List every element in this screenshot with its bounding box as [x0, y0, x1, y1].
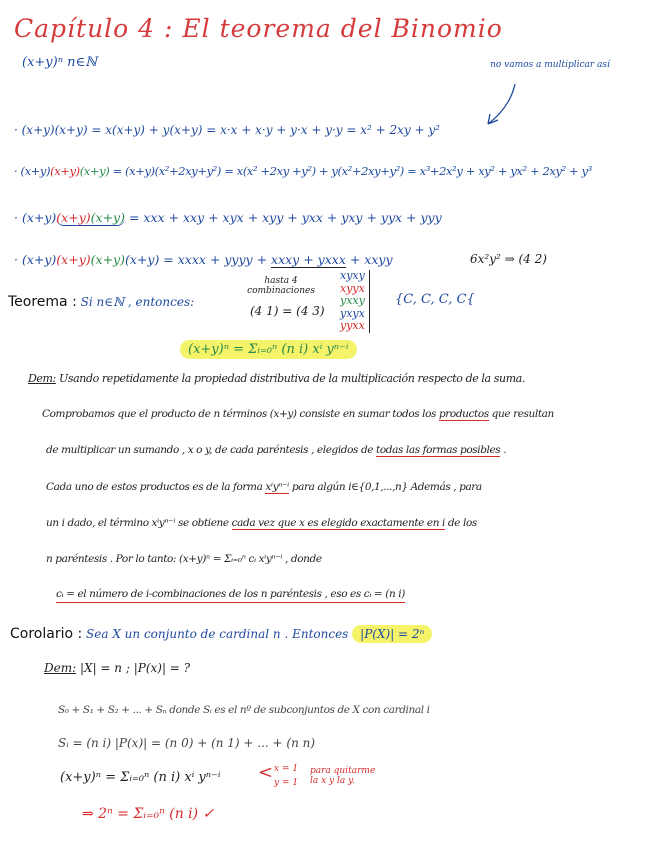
theorem-formula: (x+y)ⁿ = Σᵢ₌₀ⁿ (n i) xⁱ yⁿ⁻ⁱ [180, 340, 357, 359]
less-than-bracket: < [258, 762, 274, 783]
corollary-statement: Sea X un conjunto de cardinal n . Entonces [86, 627, 353, 641]
proof-line-3 [46, 444, 506, 456]
factor: (x+y) [56, 210, 91, 225]
proof-text: para algún i∈{0,1,...,n} Además , para [288, 481, 482, 493]
combination: yyxx [340, 319, 365, 332]
factor: · (x+y) [14, 164, 51, 178]
combination: yxyx [340, 306, 365, 320]
corollary-line [10, 626, 432, 642]
expansion: = (x+y)(x²+2xy+y²) = x(x² +2xy +y²) + y(x²+2xy+y²) = x³+2x²y + xy² + yx² + 2xy² + y³ [109, 164, 592, 178]
proof-text: un i dado, el término xⁱyⁿ⁻ⁱ se obtiene [46, 517, 232, 529]
combination: yxxy [340, 294, 365, 307]
corollary-proof-1 [44, 661, 190, 675]
intro-expression: (x+y)ⁿ n∈ℕ [22, 55, 97, 70]
underlined-text: xⁱyⁿ⁻ⁱ [265, 481, 289, 493]
proof-text: . [500, 444, 507, 456]
proof-text: Comprobamos que el producto de n términos (x+y) consiste en sumar todos los [42, 408, 439, 420]
binomial-equality: (4 1) = (4 3) [250, 304, 325, 318]
proof-text: de los [444, 517, 477, 529]
arrow-icon [480, 82, 520, 132]
expansion: = xxx + xxy + xyx + xyy + yxx + yxy + yyx + yyy [124, 210, 442, 225]
theorem-statement: Si n∈ℕ , entonces: [80, 295, 195, 309]
corollary-proof-4: (x+y)ⁿ = Σᵢ₌₀ⁿ (n i) xⁱ yⁿ⁻ⁱ [60, 770, 221, 785]
combinations-note: hasta 4 combinaciones [247, 276, 315, 296]
proof-line-4 [46, 481, 482, 493]
factor: · (x+y) [14, 252, 57, 267]
choice-set: {C, C, C, C{ [395, 292, 475, 307]
proof-label: Dem: [28, 372, 56, 385]
proof-line-2 [42, 408, 554, 420]
corollary-conclusion: ⇒ 2ⁿ = Σᵢ₌₀ⁿ (n i) ✓ [82, 806, 215, 822]
proof-line-1 [28, 372, 525, 385]
margin-note: no vamos a multiplicar así [490, 60, 610, 70]
proof-line-6: n paréntesis . Por lo tanto: (x+y)ⁿ = Σᵢ₌₀ⁿ cᵢ xⁱyⁿ⁻ⁱ , donde [46, 553, 322, 565]
factor: (x+y) [50, 164, 80, 178]
proof-line-5 [46, 517, 477, 529]
factor: (x+y) [79, 164, 110, 178]
proof-text: Cada uno de estos productos es de la forma [46, 481, 266, 493]
combination: xyxy [340, 269, 365, 282]
underlined-text: productos [438, 408, 489, 420]
factor: (x+y) [90, 210, 125, 225]
underlined-text: todas las formas posibles [376, 444, 501, 456]
grouped-terms: xxxy + yxxx [271, 252, 346, 267]
proof-text: que resultan [488, 408, 554, 420]
combination: xyyx [340, 281, 365, 295]
expansion-line-3 [14, 210, 442, 225]
chapter-title: Capítulo 4 : El teorema del Binomio [14, 14, 503, 43]
expansion: (x+y) = xxxx + yyyy + [124, 252, 272, 267]
proof-text: de multiplicar un sumando , x o y, de cada paréntesis , elegidos de [46, 444, 377, 456]
theorem-label: Teorema : [8, 294, 77, 310]
proof-text: Usando repetidamente la propiedad distributiva de la multiplicación respecto de la suma. [58, 372, 526, 385]
combinations-column [340, 270, 370, 333]
x-substitution: x = 1 [274, 764, 299, 774]
expansion-line-1: · (x+y)(x+y) = x(x+y) + y(x+y) = x·x + x·y + y·x + y·y = x² + 2xy + y² [14, 123, 440, 137]
expansion-line-2 [14, 164, 592, 178]
corollary-label: Corolario : [10, 626, 83, 642]
proof-text: |X| = n ; |P(x)| = ? [79, 661, 191, 675]
factor: (x+y) [56, 252, 91, 267]
proof-label: Dem: [44, 661, 77, 675]
proof-line-7: cᵢ = el número de i-combinaciones de los n paréntesis , eso es cᵢ = (n i) [56, 588, 405, 603]
corollary-proof-3: Sᵢ = (n i) |P(x)| = (n 0) + (n 1) + ... + (n n) [58, 736, 316, 750]
corollary-highlight: |P(X)| = 2ⁿ [352, 625, 432, 643]
y-substitution: y = 1 [274, 778, 299, 788]
expansion-line-4 [14, 252, 393, 267]
factor: · (x+y) [14, 210, 57, 225]
underlined-text: cada vez que x es elegido exactamente en i [231, 517, 445, 529]
theorem-line [8, 294, 194, 310]
corollary-proof-2: S₀ + S₁ + S₂ + ... + Sₙ donde Sᵢ es el nº de subconjuntos de X con cardinal i [58, 704, 430, 716]
six-term-note: 6x²y² ⇒ (4 2) [470, 252, 547, 266]
expansion: + xxyy [345, 252, 393, 267]
substitution-note: para quitarme la x y la y. [310, 766, 376, 786]
factor: (x+y) [90, 252, 125, 267]
